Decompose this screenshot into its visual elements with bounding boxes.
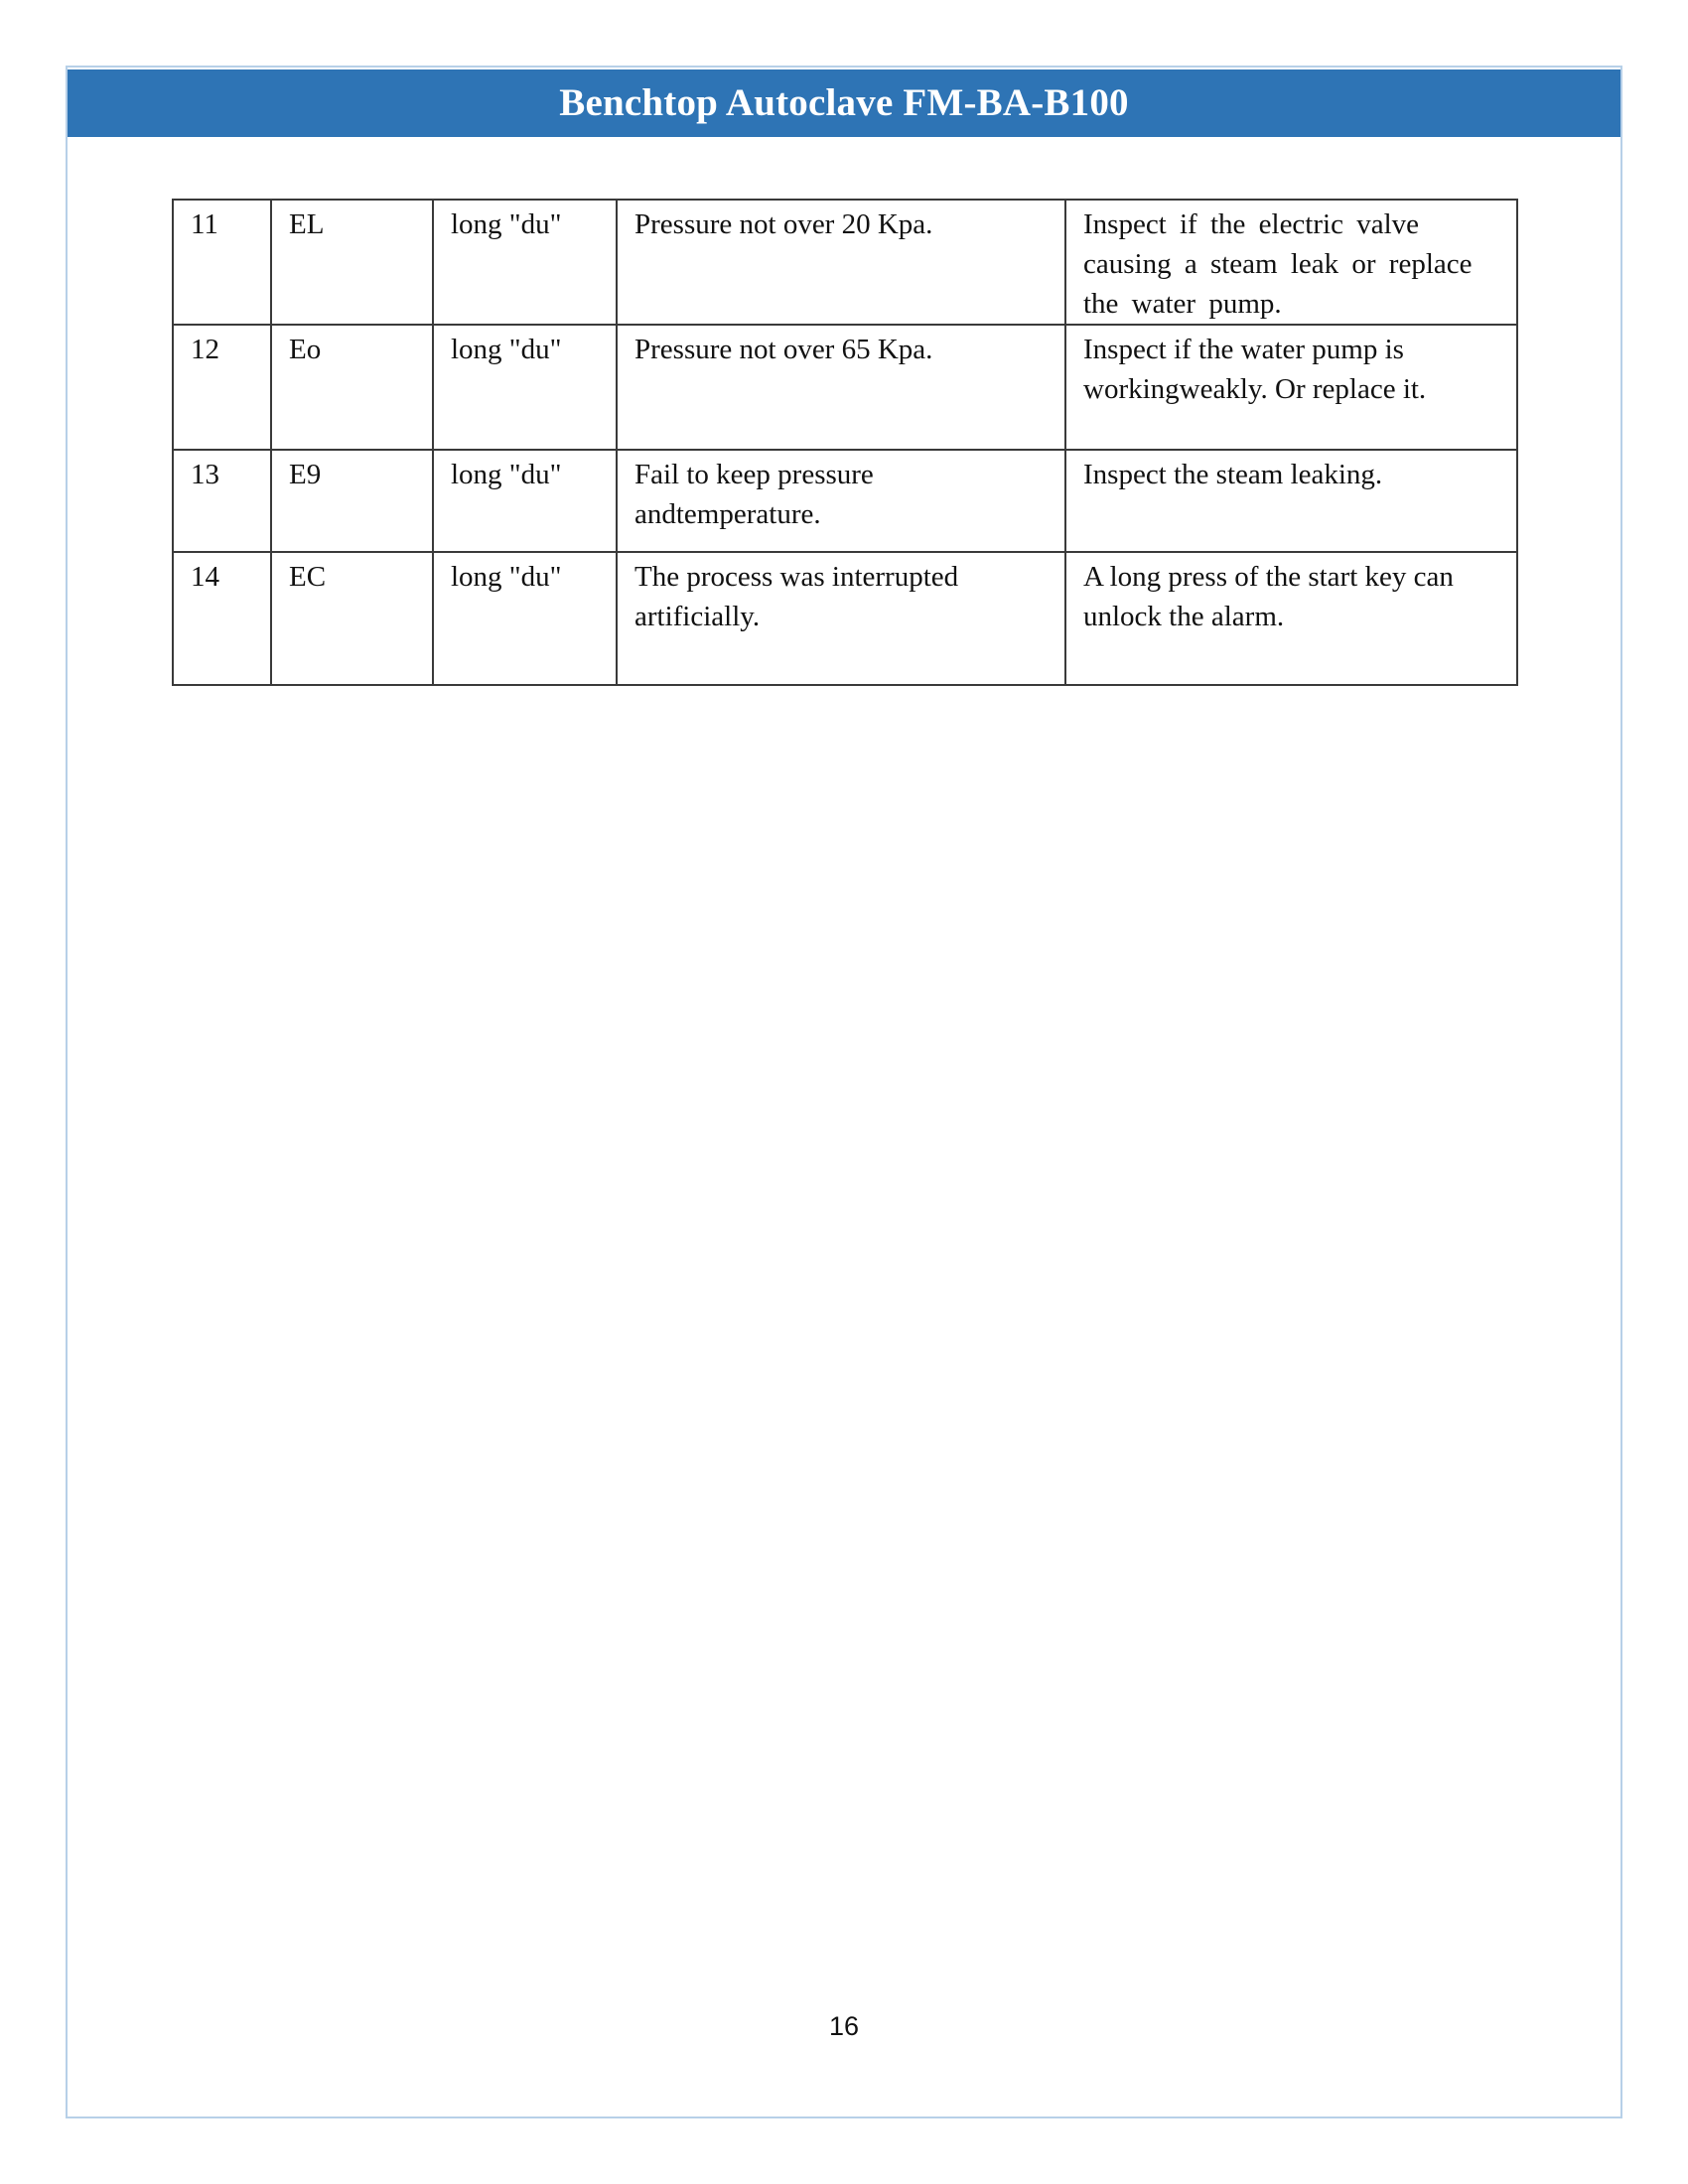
document-title: Benchtop Autoclave FM-BA-B100 [559,80,1129,124]
cell-number: 13 [173,450,271,552]
cell-solution: Inspect if the water pump is workingweakly. Or replace it. [1065,325,1517,450]
cell-error-code: EL [271,200,433,325]
cell-alarm-signal: long "du" [433,552,617,685]
cell-alarm-signal: long "du" [433,450,617,552]
cell-cause: Pressure not over 65 Kpa. [617,325,1065,450]
cell-solution: A long press of the start key can unlock the alarm. [1065,552,1517,685]
cell-error-code: Eo [271,325,433,450]
cell-alarm-signal: long "du" [433,200,617,325]
table-row [173,200,1517,325]
cell-number: 11 [173,200,271,325]
cell-solution: Inspect if the electric valve causing a steam leak or replace the water pump. [1065,200,1517,325]
table-row [173,325,1517,450]
cell-cause: The process was interrupted artificially. [617,552,1065,685]
cell-cause: Pressure not over 20 Kpa. [617,200,1065,325]
error-code-table [172,199,1518,686]
cell-number: 12 [173,325,271,450]
cell-solution: Inspect the steam leaking. [1065,450,1517,552]
cell-alarm-signal: long "du" [433,325,617,450]
cell-number: 14 [173,552,271,685]
cell-error-code: EC [271,552,433,685]
cell-cause: Fail to keep pressure andtemperature. [617,450,1065,552]
table-row [173,450,1517,552]
table-row [173,552,1517,685]
cell-error-code: E9 [271,450,433,552]
page-number: 16 [828,2011,860,2041]
header-band [68,69,1620,137]
